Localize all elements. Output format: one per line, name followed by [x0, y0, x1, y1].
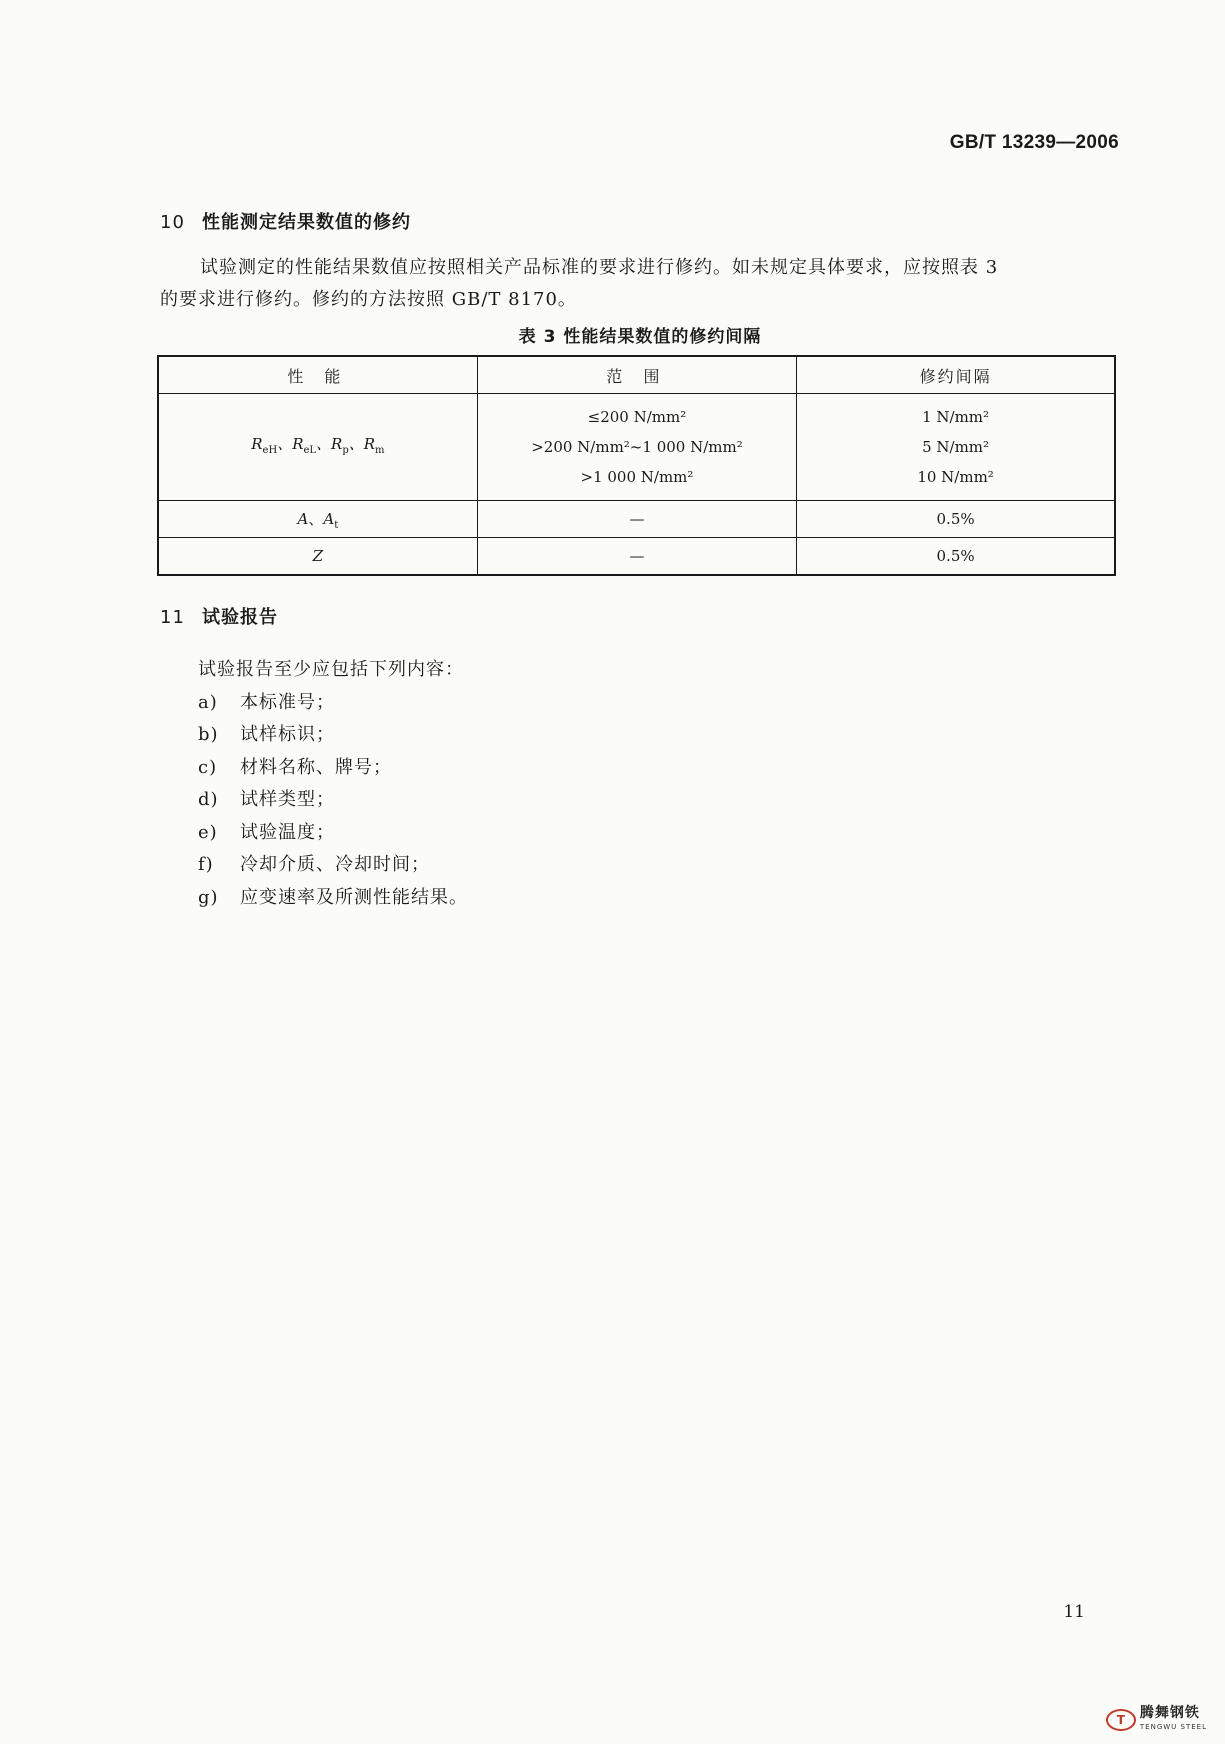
symbol: 、R	[348, 434, 376, 453]
table-header-row	[158, 356, 1115, 394]
list-item	[198, 817, 468, 850]
subscript: t	[334, 519, 339, 531]
header-interval: 修约间隔	[797, 356, 1115, 394]
range-line: >200 N/mm²~1 000 N/mm²	[531, 438, 743, 456]
table-row	[158, 501, 1115, 538]
list-item	[198, 752, 468, 785]
cell-range-reduction: —	[477, 538, 796, 576]
logo-text-en: TENGWU STEEL	[1139, 1723, 1207, 1731]
item-label: d)	[198, 789, 219, 810]
table-row	[158, 538, 1115, 576]
list-item	[198, 849, 468, 882]
section-10-heading	[160, 208, 411, 234]
logo-text	[1140, 1706, 1207, 1734]
section-10-title: 性能测定结果数值的修约	[202, 212, 411, 233]
symbol: Z	[312, 547, 324, 565]
subscript: m	[375, 444, 385, 456]
subscript: eH	[262, 444, 278, 456]
section-10-paragraph	[160, 252, 1120, 316]
separator: 、	[308, 509, 324, 528]
item-label: c)	[198, 756, 218, 778]
logo-icon: T	[1106, 1709, 1136, 1731]
item-text: 试样类型；	[240, 789, 335, 810]
section-11-heading	[160, 603, 278, 629]
item-label: g)	[198, 886, 219, 908]
report-list	[198, 654, 468, 914]
item-label: b)	[198, 724, 219, 745]
item-text: 试样标识；	[240, 724, 335, 745]
rounding-interval-table	[157, 355, 1116, 576]
symbol: A	[297, 509, 309, 528]
symbol: 、R	[316, 434, 343, 453]
table-caption: 表 3 性能结果数值的修约间隔	[518, 327, 762, 347]
item-label: e)	[198, 821, 218, 843]
paragraph-line-1: 试验测定的性能结果数值应按照相关产品标准的要求进行修约。如未规定具体要求，应按照表 3	[200, 257, 999, 278]
item-text: 材料名称、牌号；	[240, 756, 392, 778]
cell-range-strength	[477, 394, 796, 501]
cell-interval-elongation: 0.5%	[797, 501, 1115, 538]
interval-line: 10 N/mm²	[917, 468, 994, 486]
item-label: a)	[198, 691, 218, 713]
subscript: p	[342, 444, 349, 456]
cell-range-elongation: —	[477, 501, 796, 538]
section-11-number: 11	[160, 607, 185, 628]
item-label: f)	[198, 854, 214, 875]
watermark-logo	[1106, 1706, 1207, 1734]
logo-text-cn: 腾舞钢铁	[1139, 1705, 1200, 1721]
cell-interval-strength	[797, 394, 1115, 501]
standard-code: GB/T 13239—2006	[949, 132, 1119, 153]
section-11-title: 试验报告	[202, 607, 278, 628]
table-row	[158, 394, 1115, 501]
item-text: 冷却介质、冷却时间；	[240, 854, 430, 875]
header-property: 性 能	[158, 356, 477, 394]
symbol: R	[251, 434, 263, 453]
symbol: A	[323, 509, 335, 528]
section-10-number: 10	[160, 212, 185, 233]
header-range: 范 围	[477, 356, 796, 394]
range-line: >1 000 N/mm²	[580, 468, 694, 486]
subscript: eL	[303, 444, 317, 456]
list-item	[198, 882, 468, 915]
interval-line: 5 N/mm²	[922, 438, 990, 456]
cell-interval-reduction: 0.5%	[797, 538, 1115, 576]
report-intro: 试验报告至少应包括下列内容：	[198, 659, 464, 680]
interval-line: 1 N/mm²	[922, 408, 990, 426]
cell-property-reduction	[158, 538, 477, 576]
cell-property-strength	[158, 394, 477, 501]
item-text: 试验温度；	[240, 821, 335, 843]
list-item	[198, 687, 468, 720]
list-item	[198, 784, 468, 817]
range-line: ≤200 N/mm²	[587, 408, 687, 426]
page-number: 11	[1063, 1602, 1085, 1622]
list-item	[198, 719, 468, 752]
item-text: 应变速率及所测性能结果。	[240, 886, 468, 908]
paragraph-line-2: 的要求进行修约。修约的方法按照 GB/T 8170。	[160, 289, 577, 310]
cell-property-elongation	[158, 501, 477, 538]
symbol: 、R	[277, 434, 304, 453]
item-text: 本标准号；	[240, 691, 335, 713]
